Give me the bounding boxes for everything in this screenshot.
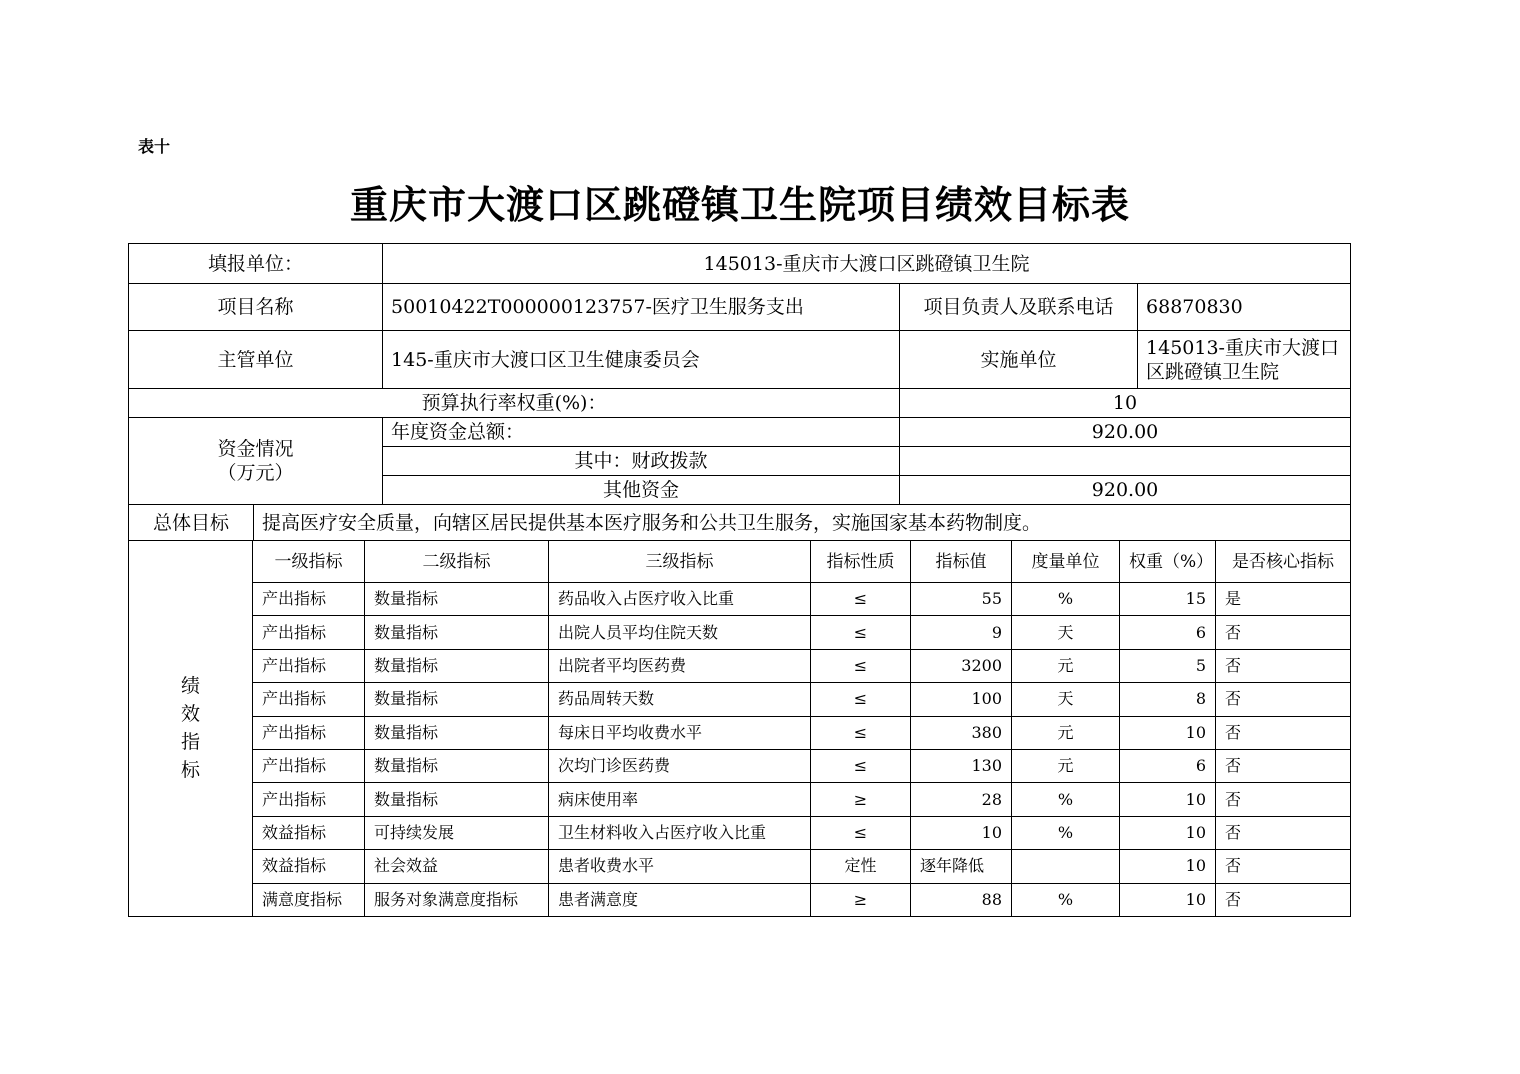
overall-goal-row <box>129 505 1351 541</box>
cell-value: 9 <box>911 616 1012 649</box>
cell-level1: 产出指标 <box>253 616 365 649</box>
cell-level3: 患者满意度 <box>549 883 811 916</box>
cell-level1: 产出指标 <box>253 649 365 682</box>
cell-core: 是 <box>1216 583 1351 616</box>
header-unit: 度量单位 <box>1012 541 1120 583</box>
indicator-row <box>129 649 1351 682</box>
indicators-table <box>128 540 1351 917</box>
cell-nature: ≤ <box>811 649 911 682</box>
cell-value: 100 <box>911 683 1012 716</box>
cell-level2: 数量指标 <box>365 749 549 782</box>
cell-level3: 药品收入占医疗收入比重 <box>549 583 811 616</box>
annual-total-value: 920.00 <box>900 418 1351 447</box>
cell-weight: 10 <box>1120 783 1216 816</box>
indicator-row <box>129 850 1351 883</box>
funds-label: 资金情况（万元） <box>129 418 383 505</box>
cell-level2: 数量指标 <box>365 616 549 649</box>
cell-weight: 8 <box>1120 683 1216 716</box>
header-level3: 三级指标 <box>549 541 811 583</box>
implementer-label: 实施单位 <box>900 331 1138 389</box>
cell-level3: 药品周转天数 <box>549 683 811 716</box>
cell-nature: ≤ <box>811 816 911 849</box>
cell-value: 380 <box>911 716 1012 749</box>
cell-unit: 天 <box>1012 683 1120 716</box>
budget-weight-row <box>129 389 1351 418</box>
contact-label: 项目负责人及联系电话 <box>900 284 1138 331</box>
cell-weight: 15 <box>1120 583 1216 616</box>
cell-core: 否 <box>1216 883 1351 916</box>
cell-level2: 数量指标 <box>365 649 549 682</box>
overall-goal-text: 提高医疗安全质量，向辖区居民提供基本医疗服务和公共卫生服务，实施国家基本药物制度。 <box>254 505 1351 541</box>
cell-level1: 效益指标 <box>253 850 365 883</box>
header-core: 是否核心指标 <box>1216 541 1351 583</box>
cell-core: 否 <box>1216 749 1351 782</box>
cell-unit: % <box>1012 816 1120 849</box>
cell-weight: 10 <box>1120 816 1216 849</box>
project-name-row <box>129 284 1351 331</box>
cell-level2: 社会效益 <box>365 850 549 883</box>
cell-level1: 效益指标 <box>253 816 365 849</box>
cell-unit: 元 <box>1012 749 1120 782</box>
header-nature: 指标性质 <box>811 541 911 583</box>
cell-level3: 次均门诊医药费 <box>549 749 811 782</box>
cell-value: 55 <box>911 583 1012 616</box>
indicator-row <box>129 583 1351 616</box>
cell-unit: % <box>1012 583 1120 616</box>
header-value: 指标值 <box>911 541 1012 583</box>
project-name-label: 项目名称 <box>129 284 383 331</box>
overall-goal-label: 总体目标 <box>129 505 254 541</box>
doc-label: 表十 <box>138 137 171 156</box>
cell-weight: 10 <box>1120 850 1216 883</box>
other-funds-value: 920.00 <box>900 476 1351 505</box>
cell-unit: 天 <box>1012 616 1120 649</box>
funds-total-row <box>129 418 1351 447</box>
cell-level1: 满意度指标 <box>253 883 365 916</box>
cell-unit: 元 <box>1012 649 1120 682</box>
cell-unit: 元 <box>1012 716 1120 749</box>
header-level1: 一级指标 <box>253 541 365 583</box>
cell-level1: 产出指标 <box>253 583 365 616</box>
cell-nature: ≤ <box>811 583 911 616</box>
cell-nature: ≥ <box>811 783 911 816</box>
cell-value: 3200 <box>911 649 1012 682</box>
budget-weight-value: 10 <box>900 389 1351 418</box>
cell-value: 10 <box>911 816 1012 849</box>
reporting-unit-row <box>129 244 1351 284</box>
other-funds-label: 其他资金 <box>383 476 900 505</box>
indicator-row <box>129 816 1351 849</box>
cell-level3: 每床日平均收费水平 <box>549 716 811 749</box>
header-weight: 权重（%） <box>1120 541 1216 583</box>
cell-level1: 产出指标 <box>253 716 365 749</box>
cell-unit: % <box>1012 783 1120 816</box>
reporting-unit-value: 145013-重庆市大渡口区跳磴镇卫生院 <box>383 244 1351 284</box>
cell-nature: ≥ <box>811 883 911 916</box>
cell-core: 否 <box>1216 616 1351 649</box>
indicator-row <box>129 616 1351 649</box>
cell-value: 逐年降低 <box>911 850 1012 883</box>
reporting-unit-label: 填报单位： <box>129 244 383 284</box>
cell-nature: ≤ <box>811 749 911 782</box>
cell-level2: 数量指标 <box>365 583 549 616</box>
indicator-row <box>129 683 1351 716</box>
annual-total-label: 年度资金总额： <box>383 418 900 447</box>
indicator-row <box>129 716 1351 749</box>
cell-nature: 定性 <box>811 850 911 883</box>
project-info-table <box>128 243 1351 541</box>
cell-core: 否 <box>1216 649 1351 682</box>
cell-level1: 产出指标 <box>253 783 365 816</box>
cell-weight: 5 <box>1120 649 1216 682</box>
contact-value: 68870830 <box>1138 284 1351 331</box>
cell-level1: 产出指标 <box>253 749 365 782</box>
cell-level3: 病床使用率 <box>549 783 811 816</box>
cell-value: 88 <box>911 883 1012 916</box>
cell-weight: 10 <box>1120 716 1216 749</box>
cell-level3: 患者收费水平 <box>549 850 811 883</box>
cell-core: 否 <box>1216 683 1351 716</box>
supervisor-value: 145-重庆市大渡口区卫生健康委员会 <box>383 331 900 389</box>
cell-core: 否 <box>1216 716 1351 749</box>
indicator-row <box>129 883 1351 916</box>
fiscal-value <box>900 447 1351 476</box>
implementer-value: 145013-重庆市大渡口区跳磴镇卫生院 <box>1138 331 1351 389</box>
cell-core: 否 <box>1216 816 1351 849</box>
cell-value: 130 <box>911 749 1012 782</box>
cell-unit: % <box>1012 883 1120 916</box>
cell-level1: 产出指标 <box>253 683 365 716</box>
cell-level3: 出院人员平均住院天数 <box>549 616 811 649</box>
cell-level2: 可持续发展 <box>365 816 549 849</box>
cell-core: 否 <box>1216 850 1351 883</box>
fiscal-label: 其中：财政拨款 <box>383 447 900 476</box>
project-name-value: 50010422T000000123757-医疗卫生服务支出 <box>383 284 900 331</box>
cell-unit <box>1012 850 1120 883</box>
cell-value: 28 <box>911 783 1012 816</box>
cell-level2: 数量指标 <box>365 783 549 816</box>
cell-core: 否 <box>1216 783 1351 816</box>
cell-weight: 6 <box>1120 749 1216 782</box>
cell-level2: 数量指标 <box>365 683 549 716</box>
indicator-row <box>129 749 1351 782</box>
budget-weight-label: 预算执行率权重(%)： <box>129 389 900 418</box>
supervisor-label: 主管单位 <box>129 331 383 389</box>
indicators-side-label: 绩效指标 <box>129 541 253 917</box>
cell-nature: ≤ <box>811 616 911 649</box>
cell-level3: 出院者平均医药费 <box>549 649 811 682</box>
cell-nature: ≤ <box>811 683 911 716</box>
page-title: 重庆市大渡口区跳磴镇卫生院项目绩效目标表 <box>349 182 1130 227</box>
header-level2: 二级指标 <box>365 541 549 583</box>
cell-weight: 6 <box>1120 616 1216 649</box>
supervisor-row <box>129 331 1351 389</box>
cell-nature: ≤ <box>811 716 911 749</box>
indicator-header-row <box>129 541 1351 583</box>
cell-weight: 10 <box>1120 883 1216 916</box>
indicator-row <box>129 783 1351 816</box>
cell-level2: 服务对象满意度指标 <box>365 883 549 916</box>
cell-level3: 卫生材料收入占医疗收入比重 <box>549 816 811 849</box>
cell-level2: 数量指标 <box>365 716 549 749</box>
